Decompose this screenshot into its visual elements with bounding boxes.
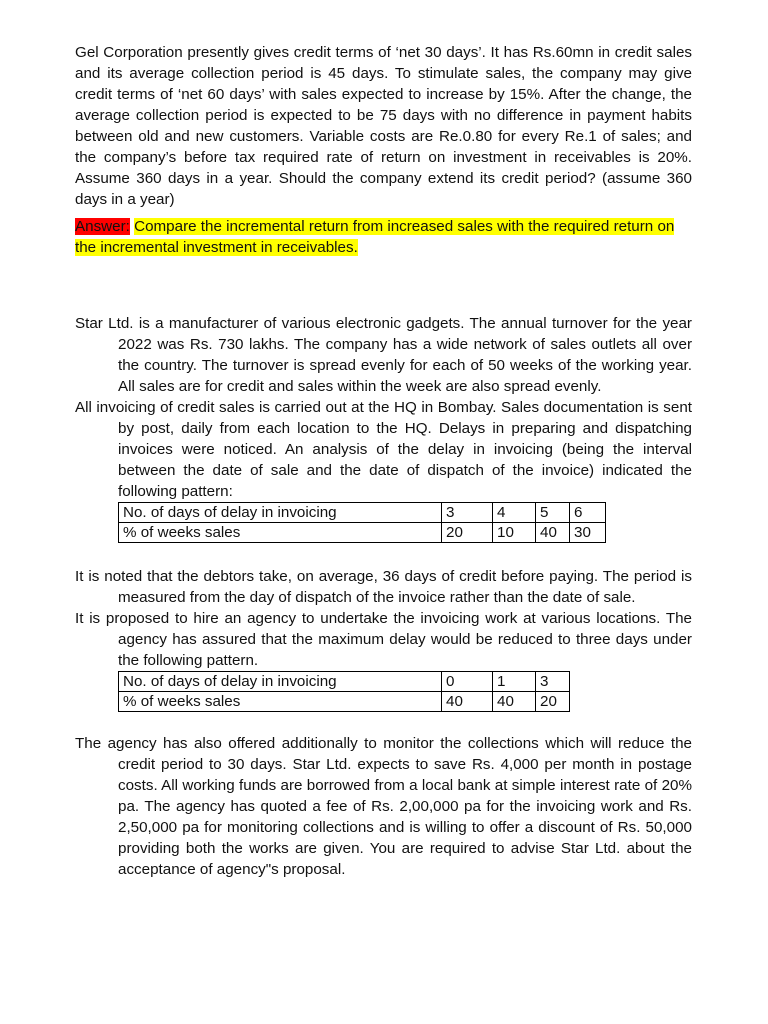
- table-row-label: % of weeks sales: [119, 692, 442, 712]
- star-ltd-intro-paragraph: Star Ltd. is a manufacturer of various electronic gadgets. The annual turnover for the year 2022 was Rs. 730 lakhs. The company has a wide network of sales outlets all over the country. The turnover is spread evenly for each of 50 weeks of the working year. All sales are for credit and sales within the week are also spread evenly.: [75, 315, 692, 395]
- table-cell: 1: [493, 672, 536, 692]
- table-cell: 5: [536, 503, 570, 523]
- table-cell: 20: [442, 523, 493, 543]
- gel-corporation-question: Gel Corporation presently gives credit terms of ‘net 30 days’. It has Rs.60mn in credit sales and its average collection period is 45 days. To stimulate sales, the company may give credit terms of ‘net 60 days’ with sales expected to increase by 15%. After the change, the average collection period is expected to be 75 days with no difference in payment habits between old and new customers. Variable costs are Re.0.80 for every Re.1 of sales; and the company’s before tax required rate of return on investment in receivables is 20%. Assume 360 days in a year. Should the company extend its credit period? (assume 360 days in a year): [75, 44, 692, 208]
- table-row-label: No. of days of delay in invoicing: [119, 503, 442, 523]
- table-cell: 6: [570, 503, 606, 523]
- table-cell: 3: [442, 503, 493, 523]
- table-row: [119, 672, 570, 692]
- table-cell: 40: [536, 523, 570, 543]
- table-row-label: % of weeks sales: [119, 523, 442, 543]
- table-row: [119, 692, 570, 712]
- agency-offer-paragraph: The agency has also offered additionally to monitor the collections which will reduce the credit period to 30 days. Star Ltd. expects to save Rs. 4,000 per month in postage costs. All working funds are borrowed from a local bank at simple interest rate of 20% pa. The agency has quoted a fee of Rs. 2,00,000 pa for the invoicing work and Rs. 2,50,000 pa for monitoring collections and is willing to offer a discount of Rs. 50,000 providing both the works are given. You are required to advise Star Ltd. about the acceptance of agency"s proposal.: [75, 735, 692, 878]
- table-row: [119, 503, 606, 523]
- table-row: [119, 523, 606, 543]
- table-cell: 40: [493, 692, 536, 712]
- document-page: [75, 42, 692, 880]
- table-cell: 40: [442, 692, 493, 712]
- delay-table-proposed: [118, 671, 570, 712]
- table-cell: 10: [493, 523, 536, 543]
- table-cell: 4: [493, 503, 536, 523]
- table-cell: 30: [570, 523, 606, 543]
- table-cell: 3: [536, 672, 570, 692]
- agency-proposal-paragraph: It is proposed to hire an agency to undertake the invoicing work at various locations. The agency has assured that the maximum delay would be reduced to three days under the following pattern.: [75, 610, 692, 669]
- answer-block: [75, 216, 692, 258]
- delay-table-current: [118, 502, 606, 543]
- answer-label: Answer:: [75, 218, 130, 235]
- debtors-paragraph: It is noted that the debtors take, on average, 36 days of credit before paying. The period is measured from the day of dispatch of the invoice rather than the date of sale.: [75, 568, 692, 606]
- table-cell: 20: [536, 692, 570, 712]
- invoicing-paragraph: All invoicing of credit sales is carried out at the HQ in Bombay. Sales documentation is sent by post, daily from each location to the HQ. Delays in preparing and dispatching invoices were noticed. An analysis of the delay in invoicing (being the interval between the date of sale and the date of dispatch of the invoice) indicated the following pattern:: [75, 399, 692, 500]
- table-cell: 0: [442, 672, 493, 692]
- answer-text: Compare the incremental return from increased sales with the required return on the incremental investment in receivables.: [75, 218, 675, 256]
- table-row-label: No. of days of delay in invoicing: [119, 672, 442, 692]
